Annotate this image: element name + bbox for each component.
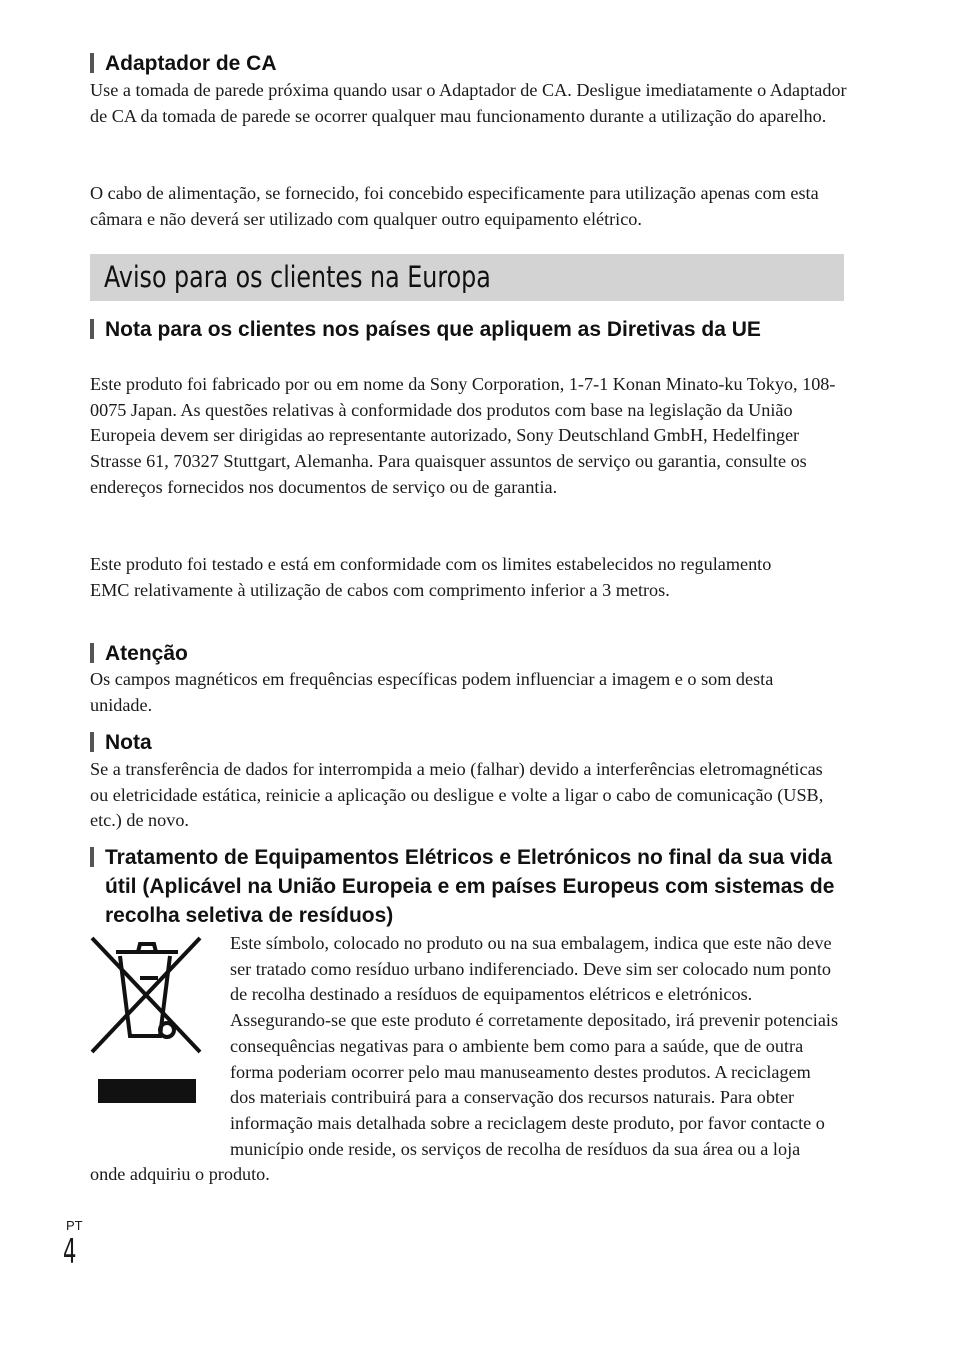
section-marker [90,319,94,339]
heading-diretivas-ue: Nota para os clientes nos países que apliquem as Diretivas da UE [90,315,850,344]
banner-title: Aviso para os clientes na Europa [104,260,491,294]
paragraph-atencao: Os campos magnéticos em frequências específicas podem influenciar a imagem e o som desta unidade. [90,669,774,715]
page-number: 4 [63,1232,77,1272]
language-code: PT [66,1218,83,1233]
heading-adaptador: Adaptador de CA [90,49,277,78]
section-banner [90,254,844,301]
paragraph-tratamento: Este símbolo, colocado no produto ou na sua embalagem, indica que este não deve ser tratado como resíduo urbano indiferenciado. Deve sim ser colocado num ponto de recolha destinado a resíduos de equipamentos elétricos e eletrónicos. Assegurando-se que este produto é corretamente depositado, irá prevenir potenciais consequências negativas para o ambiente bem como para a saúde, que de outra forma poderiam ocorrer pelo mau manuseamento destes produtos. A reciclagem dos materiais contribuirá para a conservação dos recursos naturais. Para obter informação mais detalhada sobre a reciclagem deste produto, por favor contacte o município onde reside, os serviços de recolha de resíduos da sua área ou a loja onde adquiriu o produto. [90,933,839,1185]
section-marker [90,847,94,867]
section-marker [90,643,94,663]
heading-atencao: Atenção [90,639,188,668]
heading-tratamento: Tratamento de Equipamentos Elétricos e Eletrónicos no final da sua vida útil (Aplicável na União Europeia e em países Europeus com sistemas de recolha seletiva de resíduos) [90,843,855,930]
heading-nota: Nota [90,728,152,757]
icon-float-space [90,931,230,1137]
paragraph-adaptador-2: O cabo de alimentação, se fornecido, foi concebido especificamente para utilização apenas com esta câmara e não deverá ser utilizado com qualquer outro equipamento elétrico. [90,183,819,229]
paragraph-diretivas-1: Este produto foi fabricado por ou em nome da Sony Corporation, 1-7-1 Konan Minato-ku Tokyo, 108-0075 Japan. As questões relativas à conformidade dos produtos com base na legislação da União Europeia devem ser dirigidas ao representante autorizado, Sony Deutschland GmbH, Hedelfinger Strasse 61, 70327 Stuttgart, Alemanha. Para quaisquer assuntos de serviço ou garantia, consulte os endereços fornecidos nos documentos de serviço ou de garantia. [90,374,836,497]
paragraph-diretivas-2: Este produto foi testado e está em conformidade com os limites estabelecidos no regulamento EMC relativamente à utilização de cabos com comprimento inferior a 3 metros. [90,554,772,600]
paragraph-adaptador-1: Use a tomada de parede próxima quando usar o Adaptador de CA. Desligue imediatamente o Adaptador de CA da tomada de parede se ocorrer qualquer mau funcionamento durante a utilização do aparelho. [90,80,847,126]
paragraph-nota: Se a transferência de dados for interrompida a meio (falhar) devido a interferências eletromagnéticas ou eletricidade estática, reinicie a aplicação ou desligue e volte a ligar o cabo de comunicação (USB, etc.) de novo. [90,759,824,831]
section-marker [90,732,94,752]
section-marker [90,53,94,73]
